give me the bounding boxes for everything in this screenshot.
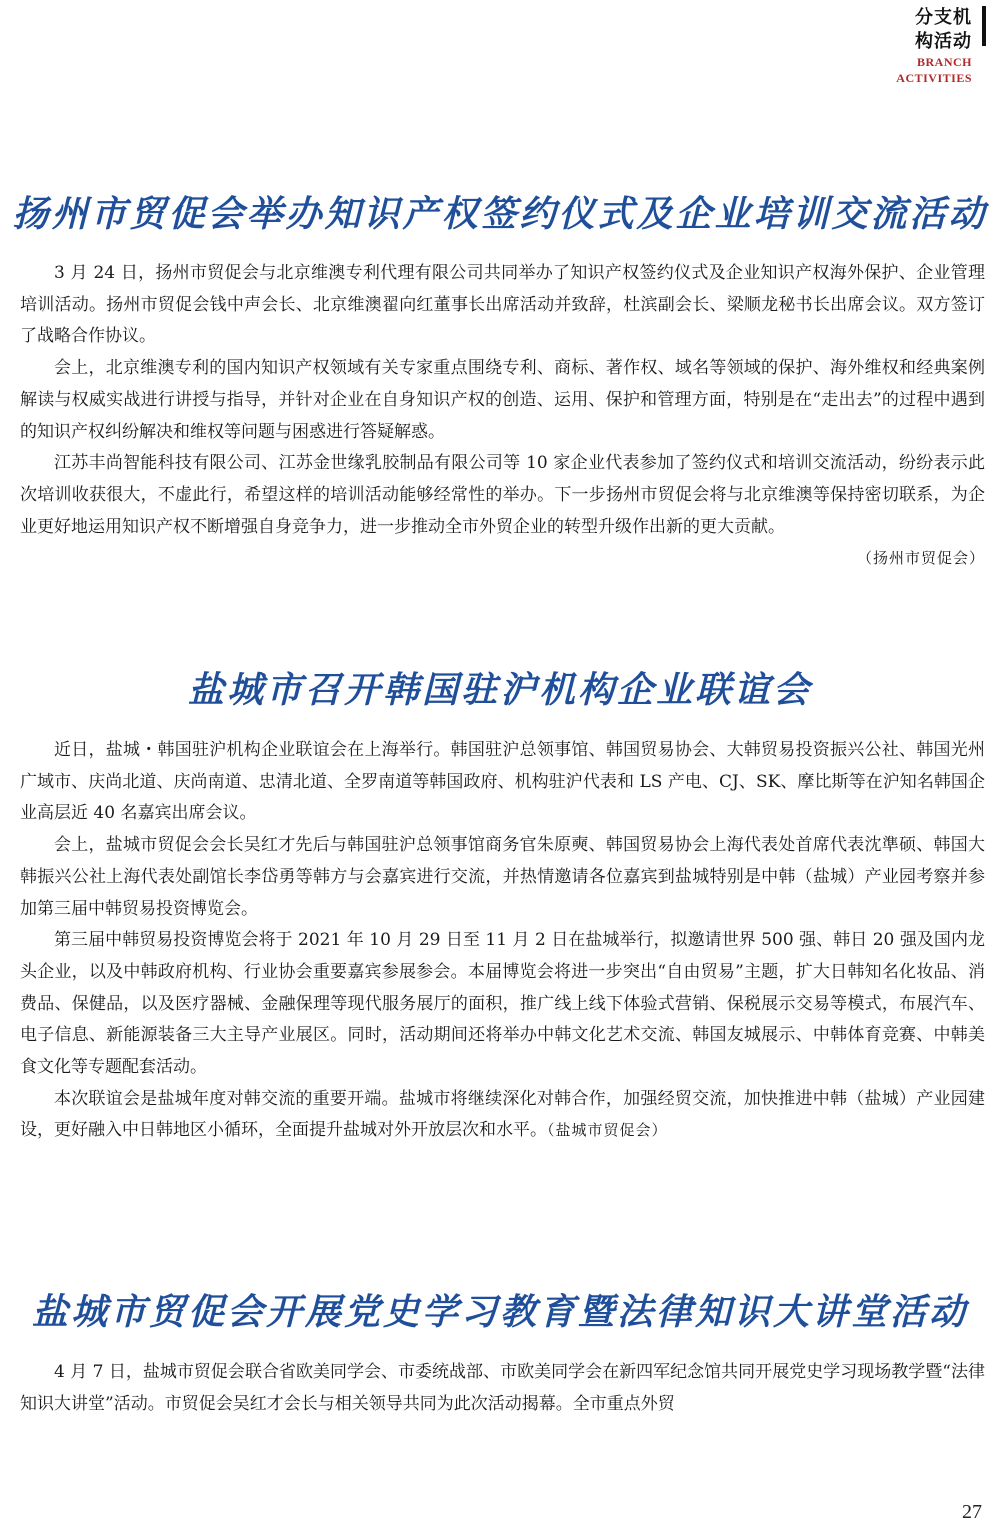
article-title-1: 扬州市贸促会举办知识产权签约仪式及企业培训交流活动 (12, 193, 988, 235)
page-number: 27 (962, 1501, 982, 1523)
section-title-cn: 分支机构活动 (915, 7, 972, 52)
paragraph: 第三届中韩贸易投资博览会将于 2021 年 10 月 29 日至 11 月 2 日在盐城举行，拟邀请世界 500 强、韩日 20 强及国内龙头企业，以及中韩政府机构、行业协会重要嘉宾参展参会。本届博览会将进一步突出“自由贸易”主题，扩大日韩知名化妆品、消费品、保健品，以及医疗器械、金融保理等现代服务展厅的面积，推广线上线下体验式营销、保税展示交易等模式，布展汽车、电子信息、新能源装备三大主导产业展区。同时，活动期间还将举办中韩文化艺术交流、韩国友城展示、中韩体育竞赛、中韩美食文化等专题配套活动。 (20, 930, 985, 1078)
header-accent-bar (982, 6, 986, 46)
article-source-1: （扬州市贸促会） (856, 549, 985, 568)
paragraph-text: 本次联谊会是盐城年度对韩交流的重要开端。盐城市将继续深化对韩合作，加强经贸交流，加快推进中韩（盐城）产业园建设，更好融入中日韩地区小循环，全面提升盐城对外开放层次和水平。 (20, 1088, 985, 1141)
article-source-2: （盐城市贸促会） (547, 1121, 668, 1140)
paragraph: 会上，北京维澳专利的国内知识产权领域有关专家重点围绕专利、商标、著作权、域名等领域的保护、海外维权和经典案例解读与权威实战进行讲授与指导，并针对企业在自身知识产权的创造、运用、保护和管理方面，特别是在“走出去”的过程中遇到的知识产权纠纷解决和维权等问题与困惑进行答疑解惑。 (20, 358, 985, 442)
paragraph: 会上，盐城市贸促会会长吴红才先后与韩国驻沪总领事馆商务官朱原奭、韩国贸易协会上海代表处首席代表沈準硕、韩国大韩振兴公社上海代表处副馆长李岱勇等韩方与会嘉宾进行交流，并热情邀请各位嘉宾到盐城特别是中韩（盐城）产业园考察并参加第三届中韩贸易投资博览会。 (20, 835, 985, 919)
paragraph: 江苏丰尚智能科技有限公司、江苏金世缘乳胶制品有限公司等 10 家企业代表参加了签约仪式和培训交流活动，纷纷表示此次培训收获很大，不虚此行，希望这样的培训活动能够经常性的举办。下一步扬州市贸促会将与北京维澳等保持密切联系，为企业更好地运用知识产权不断增强自身竞争力，进一步推动全市外贸企业的转型升级作出新的更大贡献。 (20, 453, 985, 537)
section-label (896, 6, 972, 86)
article-title-3: 盐城市贸促会开展党史学习教育暨法律知识大讲堂活动 (31, 1291, 968, 1333)
article-title-2: 盐城市召开韩国驻沪机构企业联谊会 (187, 669, 812, 711)
paragraph: 3 月 24 日，扬州市贸促会与北京维澳专利代理有限公司共同举办了知识产权签约仪式及企业知识产权海外保护、企业管理培训活动。扬州市贸促会钱中声会长、北京维澳翟向红董事长出席活动并致辞，杜滨副会长、梁顺龙秘书长出席会议。双方签订了战略合作协议。 (20, 263, 985, 347)
paragraph: 4 月 7 日，盐城市贸促会联合省欧美同学会、市委统战部、市欧美同学会在新四军纪念馆共同开展党史学习现场教学暨“法律知识大讲堂”活动。市贸促会吴红才会长与相关领导共同为此次活动揭幕。全市重点外贸 (20, 1362, 985, 1414)
section-title-en: BRANCH ACTIVITIES (896, 55, 972, 85)
article-body-1 (20, 258, 985, 575)
article-body-2 (20, 735, 985, 1147)
paragraph (20, 1084, 985, 1147)
article-body-3 (20, 1357, 985, 1420)
paragraph: 近日，盐城・韩国驻沪机构企业联谊会在上海举行。韩国驻沪总领事馆、韩国贸易协会、大韩贸易投资振兴公社、韩国光州广域市、庆尚北道、庆尚南道、忠清北道、全罗南道等韩国政府、机构驻沪代表和 LS 产电、CJ、SK、摩比斯等在沪知名韩国企业高层近 40 名嘉宾出席会议。 (20, 740, 985, 824)
